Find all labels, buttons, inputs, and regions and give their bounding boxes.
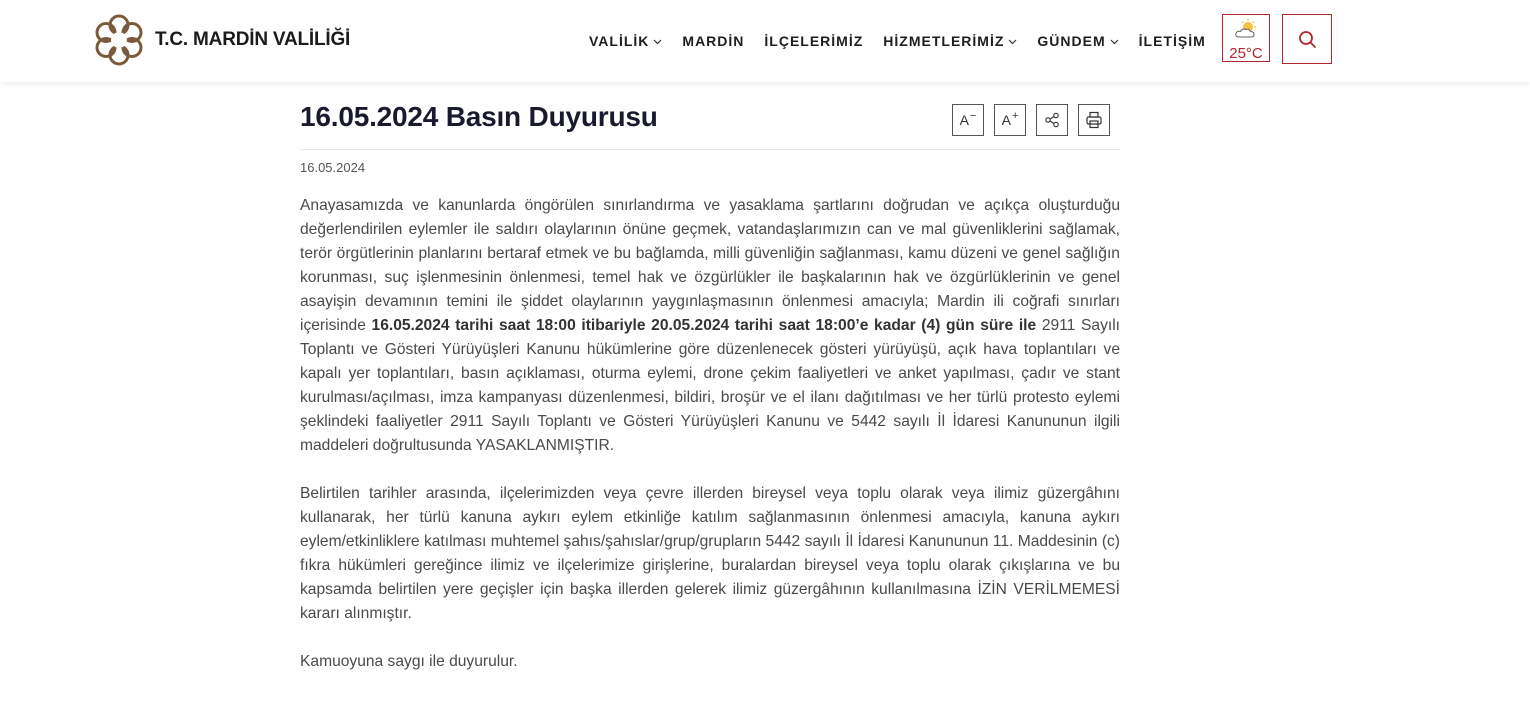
weather-widget[interactable] xyxy=(1222,14,1270,62)
increase-font-button[interactable] xyxy=(994,104,1026,136)
site-title: T.C. MARDİN VALİLİĞİ xyxy=(155,29,351,50)
increase-font-sign: + xyxy=(1011,110,1019,122)
mardin-logo-icon xyxy=(90,12,148,68)
paragraph-text: 2911 Sayılı Toplantı ve Gösteri Yürüyüşleri Kanunu hükümlerine göre düzenlenecek gösteri yürüyüşü, açık hava toplantıları ve kapalı yer toplantıları, basın açıklaması, oturma eylemi, drone çekim faaliyetleri ve anket yapılması, çadır ve stant kurulması/açılması, imza kampanyası düzenlenmesi, bildiri, broşür ve el ilanı dağıtılması ve her türlü protesto eylemi şeklindeki faaliyetler 2911 Sayılı Toplantı ve Gösteri Yürüyüşleri Kanunu ve 5442 sayılı İl İdaresi Kanununun ilgili maddeleri doğrultusunda YASAKLANMIŞTIR. xyxy=(300,317,1121,454)
share-icon xyxy=(1044,112,1060,128)
nav-item-label: HİZMETLERİMİZ xyxy=(883,33,1005,49)
weather-temperature: 25°C xyxy=(1229,45,1263,62)
article-closing: Kamuoyuna saygı ile duyurulur. xyxy=(300,653,518,670)
nav-item-label: VALİLİK xyxy=(589,33,650,49)
paragraph-text: Anayasamızda ve kanunlarda öngörülen sınırlandırma ve yasaklama şartlarını doğrudan ve açıkça oluşturduğu değerlendirilen eylemler ile saldırı olaylarının önüne geçmek, vatandaşlarımızın can ve mal güvenliklerini sağlamak, terör örgütlerinin planlarını bertaraf etmek ve bu bağlamda, milli güvenliğin sağlanması, kamu düzeni ve genel sağlığın korunması, suç işlenmesinin önlenmesi, temel hak ve özgürlükler ile başkalarının hak ve özgürlüklerinin ve genel asayişin devamının temini ile şiddet olaylarının yaygınlaşmasının önlenmesi amacıyla; Mardin ili coğrafi sınırları içerisinde xyxy=(300,197,1120,334)
nav-item-ilcelerimiz[interactable] xyxy=(764,33,863,49)
share-button[interactable] xyxy=(1036,104,1068,136)
nav-item-gundem[interactable] xyxy=(1037,33,1118,49)
title-divider xyxy=(300,149,1120,150)
page-title: 16.05.2024 Basın Duyurusu xyxy=(300,101,658,132)
nav-item-label: MARDİN xyxy=(682,33,745,49)
ban-period-text: 16.05.2024 tarihi saat 18:00 itibariyle 20.05.2024 tarihi saat 18:00’e kadar (4) gün süre ile xyxy=(371,317,1037,334)
main-nav xyxy=(589,33,1226,49)
article-paragraph: Belirtilen tarihler arasında, ilçelerimizden veya çevre illerden bireysel veya toplu olarak veya ilimiz güzergâhını kullanarak, her türlü kanuna aykırı eylem etkinliğe katılım sağlanmasının önlenmesi amacıyla, kanuna aykırı eylem/etkinliklere katılması muhtemel şahıs/şahıslar/grup/grupların 5442 sayılı İl İdaresi Kanununun 11. Maddesinin (c) fıkra hükümleri gereğince ilimiz ve ilçelerimize girişlerine, buralardan bireysel veya toplu olarak çıkışlarına ve bu kapsamda belirtilen yere geçişler için başka illerden gelerek ilimiz güzergâhının kullanılmasına İZİN VERİLMEMESİ kararı alınmıştır. xyxy=(300,485,1120,622)
nav-item-mardin[interactable] xyxy=(682,33,744,49)
nav-item-valilik[interactable] xyxy=(589,33,662,49)
article-body xyxy=(300,194,1120,698)
nav-item-iletisim[interactable] xyxy=(1139,33,1206,49)
nav-item-label: GÜNDEM xyxy=(1037,33,1106,49)
nav-item-hizmetlerimiz[interactable] xyxy=(883,33,1017,49)
nav-item-label: İLETİŞİM xyxy=(1138,33,1206,49)
search-button[interactable] xyxy=(1282,14,1332,64)
chevron-down-icon xyxy=(1008,39,1017,45)
article-paragraph xyxy=(300,194,1120,458)
article-toolbar xyxy=(952,104,1120,136)
decrease-font-sign: − xyxy=(969,110,977,122)
chevron-down-icon xyxy=(1110,39,1119,45)
increase-font-label: A xyxy=(1001,112,1011,128)
decrease-font-button[interactable] xyxy=(952,104,984,136)
site-header xyxy=(0,0,1530,82)
print-button[interactable] xyxy=(1078,104,1110,136)
print-icon xyxy=(1085,111,1103,129)
publish-date: 16.05.2024 xyxy=(300,160,366,175)
search-icon xyxy=(1298,30,1317,49)
decrease-font-label: A xyxy=(959,112,969,128)
chevron-down-icon xyxy=(653,39,662,45)
site-logo[interactable] xyxy=(90,12,350,68)
partly-cloudy-icon xyxy=(1233,19,1261,39)
nav-item-label: İLÇELERİMİZ xyxy=(764,33,864,49)
